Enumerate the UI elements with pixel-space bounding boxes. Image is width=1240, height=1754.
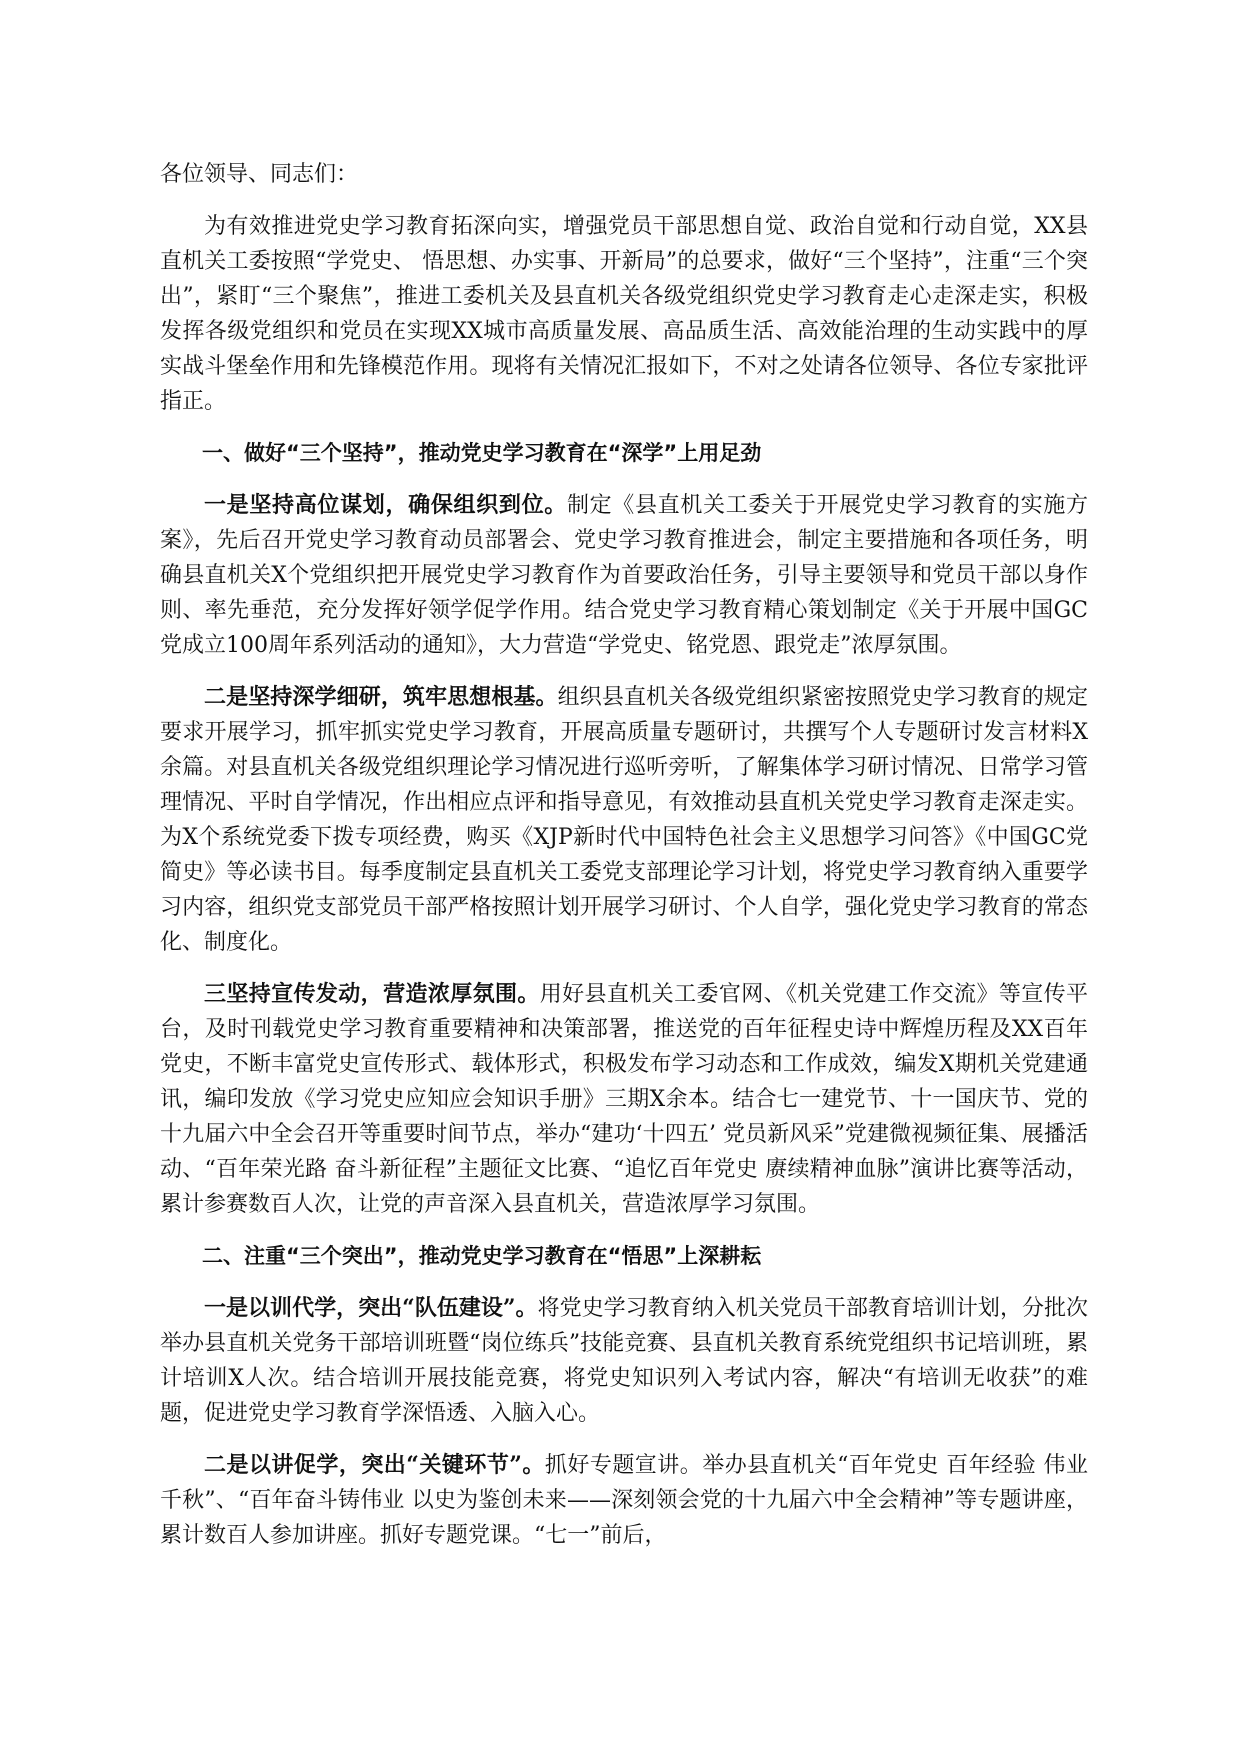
section-1-item-1-text: 制定《县直机关工委关于开展党史学习教育的实施方案》，先后召开党史学习教育动员部署会、党史学习教育推进会，制定主要措施和各项任务，明确县直机关X个党组织把开展党史学习教育作为首要政治任务，引导主要领导和党员干部以身作则、率先垂范，充分发挥好领学促学作用。结合党史学习教育精心策划制定《关于开展中国GC党成立100周年系列活动的通知》，大力营造“学党史、铭党恩、跟党走”浓厚氛围。: [160, 493, 1088, 658]
section-2-item-2: [160, 1448, 1088, 1553]
section-2-item-2-text: 抓好专题宣讲。举办县直机关“百年党史 百年经验 伟业千秋”、“百年奋斗铸伟业 以史为鉴创未来——深刻领会党的十九届六中全会精神”等专题讲座，累计数百人参加讲座。抓好专题党课。“七一”前后，: [160, 1453, 1088, 1548]
section-2-item-1-text: 将党史学习教育纳入机关党员干部教育培训计划，分批次举办县直机关党务干部培训班暨“岗位练兵”技能竞赛、县直机关教育系统党组织书记培训班，累计培训X人次。结合培训开展技能竞赛，将党史知识列入考试内容，解决“有培训无收获”的难题，促进党史学习教育学深悟透、入脑入心。: [160, 1296, 1088, 1426]
section-1-item-2-text: 组织县直机关各级党组织紧密按照党史学习教育的规定要求开展学习，抓牢抓实党史学习教育，开展高质量专题研讨，共撰写个人专题研讨发言材料X余篇。对县直机关各级党组织理论学习情况进行巡听旁听，了解集体学习研讨情况、日常学习管理情况、平时自学情况，作出相应点评和指导意见，有效推动县直机关党史学习教育走深走实。为X个系统党委下拨专项经费，购买《XJP新时代中国特色社会主义思想学习问答》《中国GC党简史》等必读书目。每季度制定县直机关工委党支部理论学习计划，将党史学习教育纳入重要学习内容，组织党支部党员干部严格按照计划开展学习研讨、个人自学，强化党史学习教育的常态化、制度化。: [160, 685, 1088, 955]
section-1-item-3: [160, 977, 1088, 1222]
section-1-item-1-lead: 一是坚持高位谋划，确保组织到位。: [204, 492, 567, 518]
salutation: 各位领导、同志们：: [160, 162, 359, 187]
section-2-heading: 二、注重“三个突出”，推动党史学习教育在“悟思”上深耕耘: [202, 1244, 762, 1268]
section-1-item-2: [160, 680, 1088, 960]
section-1-item-1: [160, 488, 1088, 663]
intro-paragraph: 为有效推进党史学习教育拓深向实，增强党员干部思想自觉、政治自觉和行动自觉，XX县直机关工委按照“学党史、 悟思想、办实事、开新局”的总要求，做好“三个坚持”，注重“三个突出”，紧盯“三个聚焦”，推进工委机关及县直机关各级党组织党史学习教育走心走深走实，积极发挥各级党组织和党员在实现XX城市高质量发展、高品质生活、高效能治理的生动实践中的厚实战斗堡垒作用和先锋模范作用。现将有关情况汇报如下，不对之处请各位领导、各位专家批评指正。: [160, 214, 1088, 414]
section-1-item-2-lead: 二是坚持深学细研，筑牢思想根基。: [204, 684, 558, 710]
section-1-heading: 一、做好“三个坚持”，推动党史学习教育在“深学”上用足劲: [202, 441, 762, 465]
document-body: [160, 157, 1088, 1570]
section-2-item-2-lead: 二是以讲促学，突出“关键环节”。: [204, 1452, 545, 1478]
section-2-item-1-lead: 一是以训代学，突出“队伍建设”。: [204, 1295, 538, 1321]
section-1-item-3-text: 用好县直机关工委官网、《机关党建工作交流》等宣传平台，及时刊载党史学习教育重要精神和决策部署，推送党的百年征程史诗中辉煌历程及XX百年党史，不断丰富党史宣传形式、载体形式，积极发布学习动态和工作成效，编发X期机关党建通讯，编印发放《学习党史应知应会知识手册》三期X余本。结合七一建党节、十一国庆节、党的十九届六中全会召开等重要时间节点，举办“建功‘十四五’ 党员新风采”党建微视频征集、展播活动、“百年荣光路 奋斗新征程”主题征文比赛、“追忆百年党史 赓续精神血脉”演讲比赛等活动，累计参赛数百人次，让党的声音深入县直机关，营造浓厚学习氛围。: [160, 982, 1088, 1217]
section-2-item-1: [160, 1291, 1088, 1431]
section-1-item-3-lead: 三坚持宣传发动，营造浓厚氛围。: [204, 981, 540, 1007]
